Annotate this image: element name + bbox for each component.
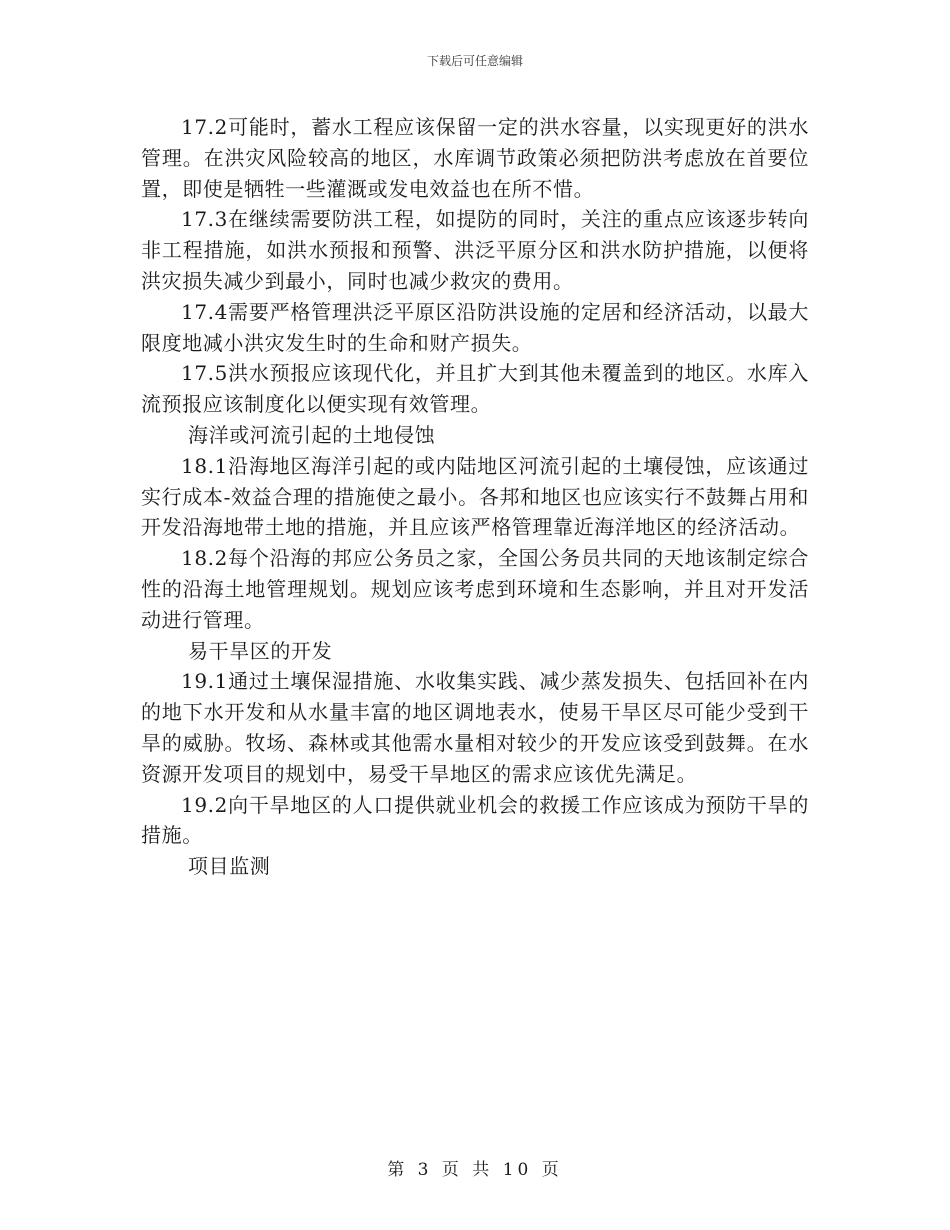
paragraph-17-4: 17.4需要严格管理洪泛平原区沿防洪设施的定居和经济活动，以最大限度地减小洪灾发生时的生命和财产损失。 [141,299,809,355]
paragraph-19-2: 19.2向干旱地区的人口提供就业机会的救援工作应该成为预防干旱的措施。 [141,792,809,848]
section-heading-drought-areas: 易干旱区的开发 [188,638,333,663]
paragraph-19-1: 19.1通过土壤保湿措施、水收集实践、减少蒸发损失、包括回补在内的地下水开发和从水量丰富的地区调地表水，使易干旱区尽可能少受到干旱的威胁。牧场、森林或其他需水量相对较少的开发应该受到鼓舞。在水资源开发项目的规划中，易受干旱地区的需求应该优先满足。 [141,669,809,786]
paragraph-17-2: 17.2可能时，蓄水工程应该保留一定的洪水容量，以实现更好的洪水管理。在洪灾风险较高的地区，水库调节政策必须把防洪考虑放在首要位置，即使是牺牲一些灌溉或发电效益也在所不惜。 [141,115,809,201]
document-body [141,112,809,882]
section-heading-land-erosion: 海洋或河流引起的土地侵蚀 [188,422,436,447]
section-heading-project-monitoring: 项目监测 [188,854,271,879]
page-number-footer: 第 3 页 共 10 页 [387,1160,563,1180]
page-header-note: 下载后可任意编辑 [426,54,523,68]
paragraph-18-1: 18.1沿海地区海洋引起的或内陆地区河流引起的土壤侵蚀，应该通过实行成本-效益合理的措施使之最小。各邦和地区也应该实行不鼓舞占用和开发沿海地带土地的措施，并且应该严格管理靠近海洋地区的经济活动。 [141,453,809,540]
paragraph-18-2: 18.2每个沿海的邦应公务员之家，全国公务员共同的天地该制定综合性的沿海土地管理规划。规划应该考虑到环境和生态影响，并且对开发活动进行管理。 [141,546,809,632]
paragraph-17-3: 17.3在继续需要防洪工程，如提防的同时，关注的重点应该逐步转向非工程措施，如洪水预报和预警、洪泛平原分区和洪水防护措施，以便将洪灾损失减少到最小，同时也减少救灾的费用。 [141,207,809,293]
paragraph-17-5: 17.5洪水预报应该现代化，并且扩大到其他未覆盖到的地区。水库入流预报应该制度化以便实现有效管理。 [141,361,809,417]
